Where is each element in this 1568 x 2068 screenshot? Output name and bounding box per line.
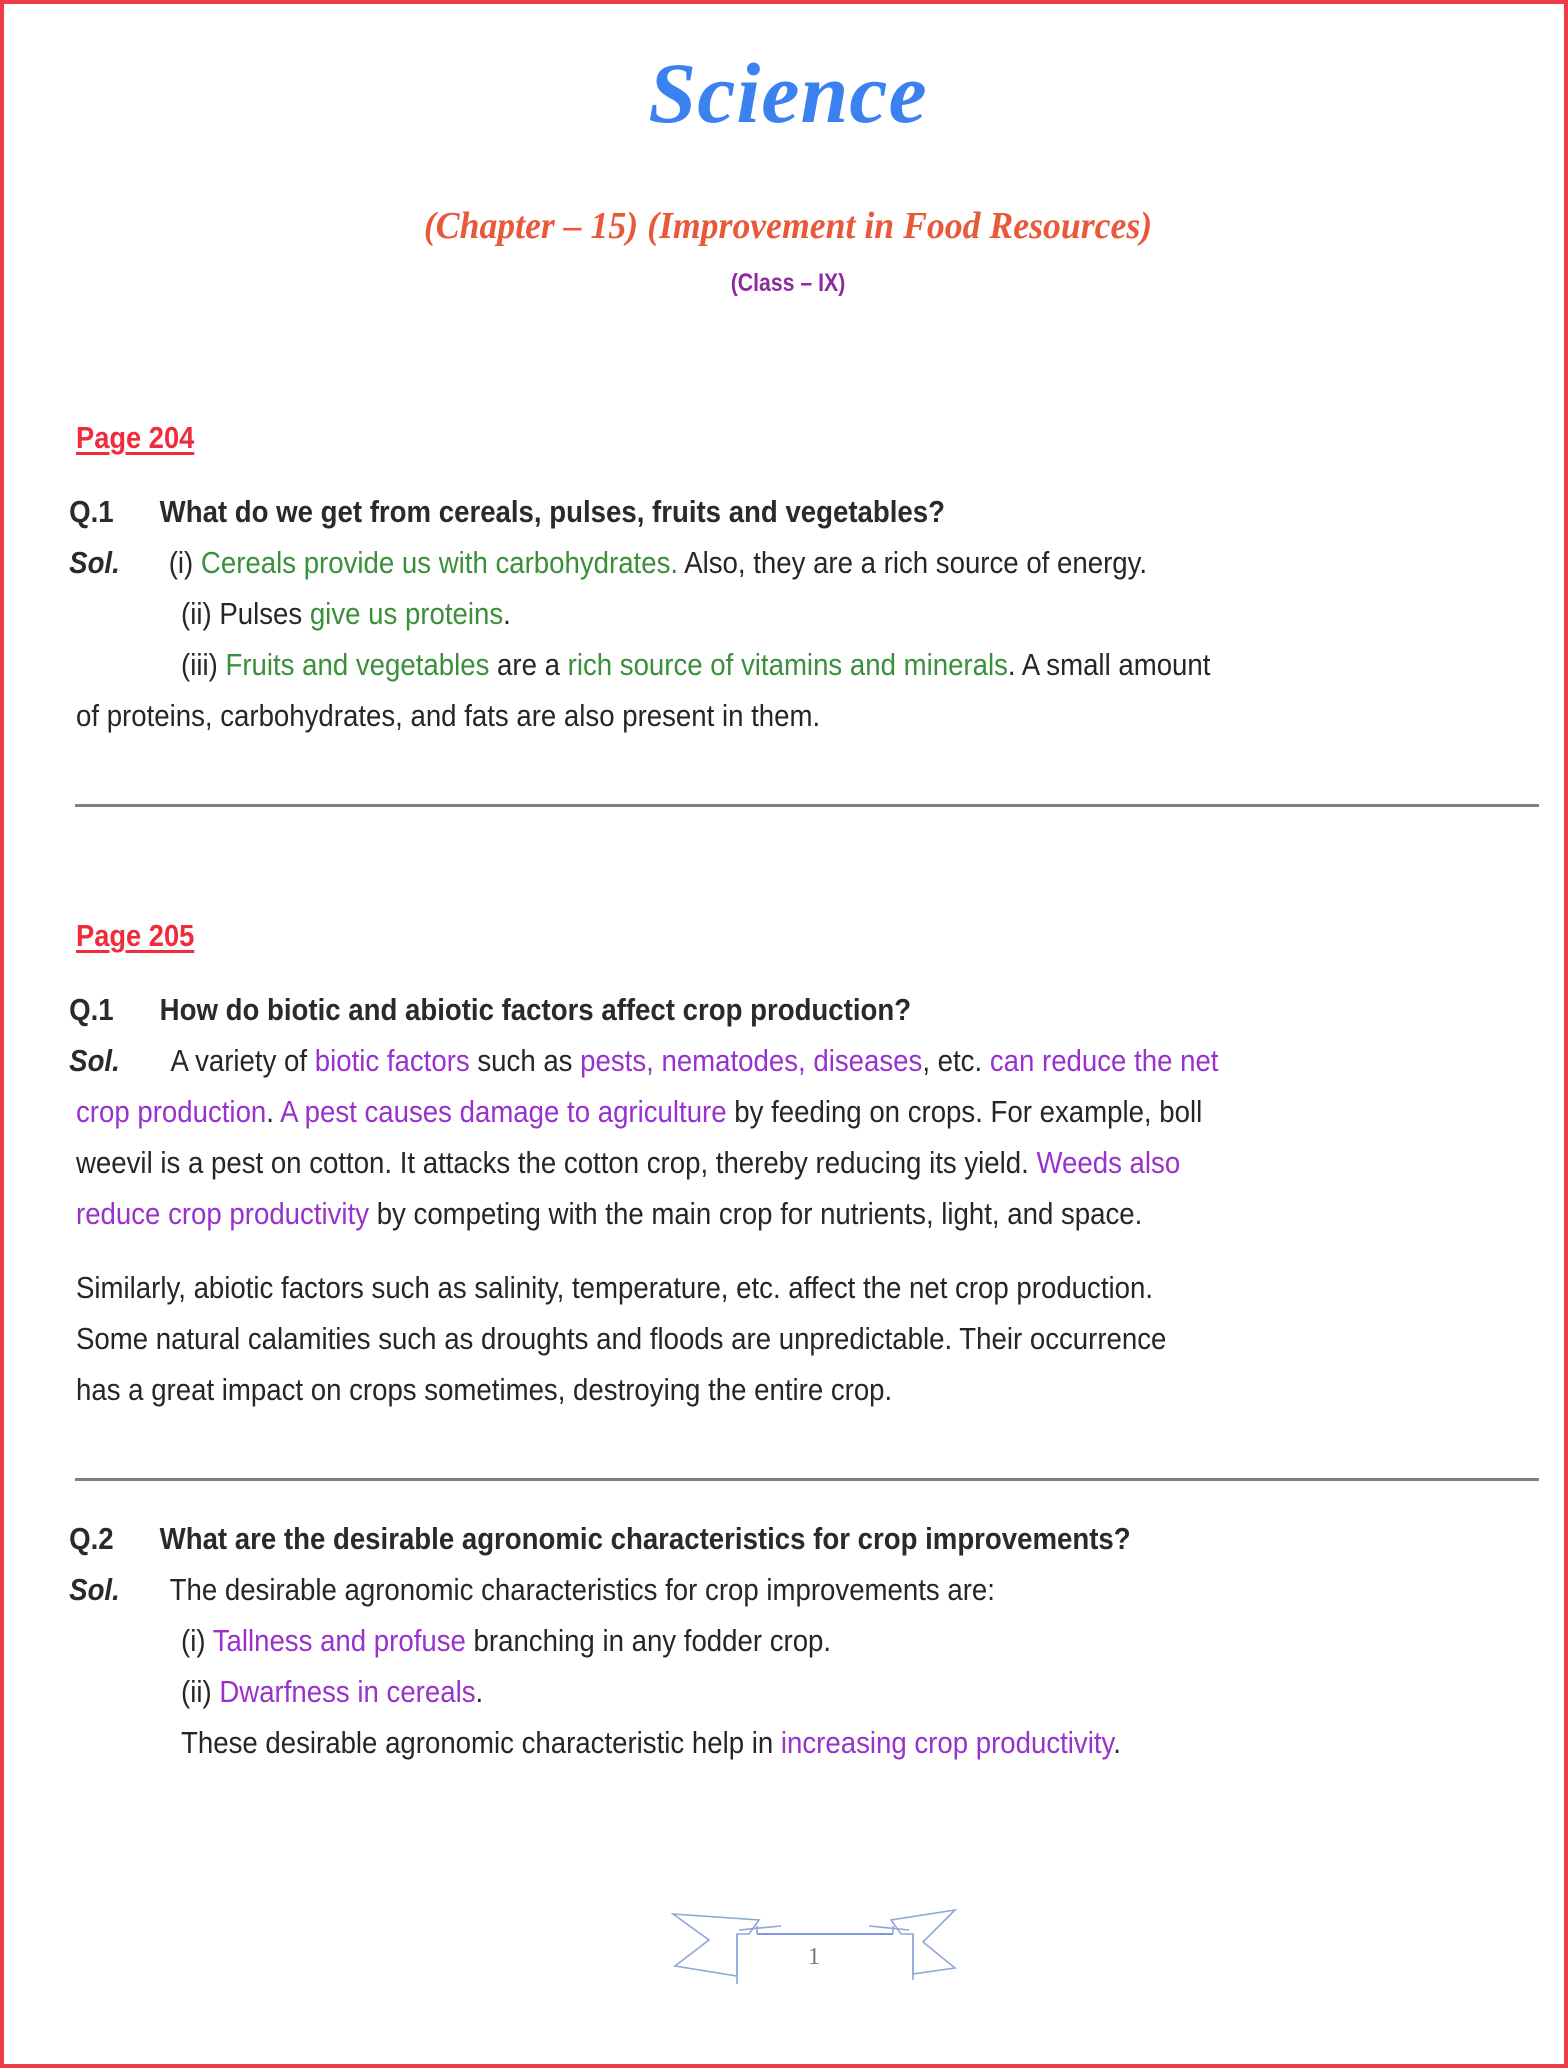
solution-line: reduce crop productivity by competing with the main crop for nutrients, light, and space. xyxy=(76,1197,1143,1231)
solution-line: (ii) Dwarfness in cereals. xyxy=(181,1675,484,1709)
page-number: 1 xyxy=(808,1944,820,1970)
document-title: Science xyxy=(648,45,928,141)
class-label: (Class – IX) xyxy=(730,269,846,297)
page-205-heading: Page 205 xyxy=(76,918,195,953)
paragraph-line: has a great impact on crops sometimes, destroying the entire crop. xyxy=(76,1373,893,1407)
solution-line: (ii) Pulses give us proteins. xyxy=(181,597,511,631)
question-number: Q.2 xyxy=(69,1522,114,1556)
solution-line xyxy=(4,1565,1423,1616)
question-text: What do we get from cereals, pulses, fruits and vegetables? xyxy=(159,495,946,529)
highlight-green: Fruits and vegetables xyxy=(225,648,490,682)
highlight-purple: pests, nematodes, diseases xyxy=(580,1044,923,1078)
highlight-purple: crop production xyxy=(76,1095,267,1129)
question-text: What are the desirable agronomic characteristics for crop improvements? xyxy=(159,1522,1131,1556)
solution-label: Sol. xyxy=(69,546,120,580)
highlight-purple: biotic factors xyxy=(314,1044,470,1078)
section-divider xyxy=(75,1478,1539,1481)
chapter-heading: (Chapter – 15) (Improvement in Food Resources) xyxy=(423,205,1153,247)
solution-line xyxy=(4,538,1423,589)
page-204-heading: Page 204 xyxy=(76,420,195,455)
solution-text: A variety of biotic factors such as pests, nematodes, diseases, etc. can reduce the net xyxy=(170,1044,1219,1078)
solution-line xyxy=(4,1036,1423,1087)
solution-line: (iii) Fruits and vegetables are a rich source of vitamins and minerals. A small amount xyxy=(181,648,1211,682)
question-number: Q.1 xyxy=(69,993,114,1027)
section-divider xyxy=(75,804,1539,807)
highlight-green: Cereals provide us with carbohydrates. xyxy=(200,546,679,580)
solution-text: The desirable agronomic characteristics for crop improvements are: xyxy=(169,1573,995,1607)
highlight-purple: Tallness and profuse xyxy=(212,1624,466,1658)
question-row xyxy=(4,1514,1423,1565)
solution-line: crop production. A pest causes damage to agriculture by feeding on crops. For example, boll xyxy=(76,1095,1203,1129)
question-row xyxy=(4,487,1423,538)
question-number: Q.1 xyxy=(69,495,114,529)
solution-line: These desirable agronomic characteristic help in increasing crop productivity. xyxy=(181,1726,1121,1760)
solution-label: Sol. xyxy=(69,1044,120,1078)
solution-line: weevil is a pest on cotton. It attacks the cotton crop, thereby reducing its yield. Weeds also xyxy=(76,1146,1181,1180)
question-row xyxy=(4,985,1423,1036)
highlight-purple: reduce crop productivity xyxy=(76,1197,370,1231)
highlight-green: rich source of vitamins and minerals xyxy=(567,648,1008,682)
highlight-purple: Weeds also xyxy=(1036,1146,1181,1180)
highlight-green: give us proteins xyxy=(309,597,504,631)
solution-label: Sol. xyxy=(69,1573,120,1607)
highlight-purple: A pest causes damage to agriculture xyxy=(280,1095,727,1129)
paragraph-line: Some natural calamities such as droughts and floods are unpredictable. Their occurrence xyxy=(76,1322,1167,1356)
question-text: How do biotic and abiotic factors affect crop production? xyxy=(159,993,912,1027)
solution-text: (i) Cereals provide us with carbohydrates. Also, they are a rich source of energy. xyxy=(168,546,1148,580)
solution-line: of proteins, carbohydrates, and fats are also present in them. xyxy=(76,699,821,733)
highlight-purple: can reduce the net xyxy=(989,1044,1219,1078)
paragraph-line: Similarly, abiotic factors such as salinity, temperature, etc. affect the net crop production. xyxy=(76,1271,1154,1305)
highlight-purple: increasing crop productivity xyxy=(780,1726,1114,1760)
solution-line: (i) Tallness and profuse branching in any fodder crop. xyxy=(181,1624,832,1658)
highlight-purple: Dwarfness in cereals xyxy=(219,1675,476,1709)
